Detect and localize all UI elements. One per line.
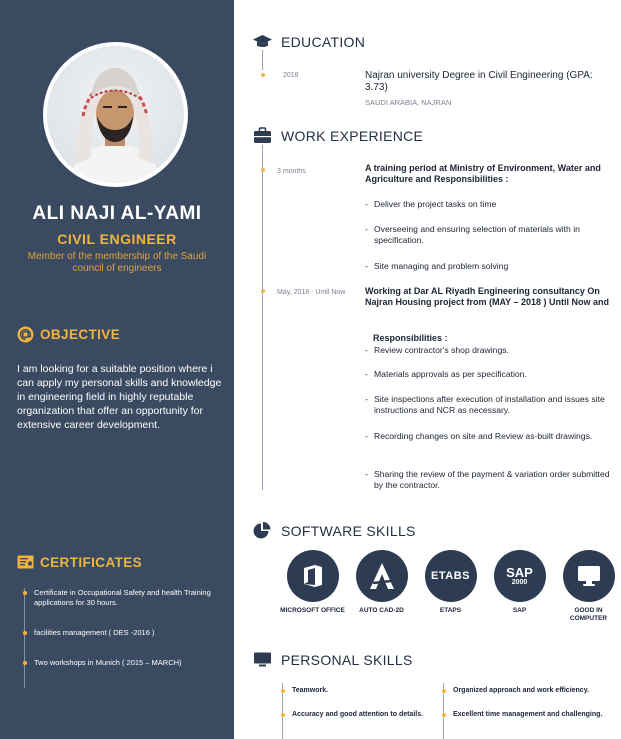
software-heading-label: SOFTWARE SKILLS: [281, 522, 416, 539]
skill-label: GOOD IN COMPUTER: [569, 607, 608, 622]
certificate-item: Certificate in Occupational Safety and health Training applications for 30 hours.: [25, 588, 214, 608]
education-heading: [253, 33, 365, 50]
job-date: May, 2018 - Until Now: [277, 289, 346, 296]
personal-skills-right: [443, 683, 602, 739]
personal-heading-label: PERSONAL SKILLS: [281, 651, 413, 668]
skill-label: ETAPS: [439, 607, 462, 614]
job-title: A training period at Ministry of Environment, Water and Agriculture and Responsibilities :: [365, 163, 601, 184]
personal-skill: Organized approach and work efficiency.: [444, 686, 602, 695]
sidebar: [0, 0, 234, 739]
education-timeline: [262, 50, 263, 70]
profile-role: CIVIL ENGINEER: [57, 231, 177, 247]
job-bullet: - Deliver the project tasks on time: [365, 199, 610, 210]
job-responsibilities-label: Responsibilities :: [373, 333, 448, 343]
job-bullet: - Site inspections after execution of installation and issues site instructions and NCR as necessary.: [365, 394, 610, 416]
profile-membership: Member of the membership of the Saudi council of engineers: [27, 251, 207, 274]
timeline-dot: [261, 168, 265, 172]
education-heading-label: EDUCATION: [281, 33, 366, 50]
job-bullet: - Recording changes on site and Review as-built drawings.: [365, 431, 610, 442]
job-bullet: - Review contractor's shop drawings.: [365, 345, 610, 356]
education-location: SAUDI ARABIA, NAJRAN: [365, 98, 452, 107]
job-title: Working at Dar AL Riyadh Engineering consultancy On Najran Housing project from (MAY – 2018 ) Until Now and: [365, 286, 610, 307]
skill-label: MICROSOFT OFFICE: [280, 607, 345, 614]
certificates-heading: [17, 554, 142, 571]
profile-name: ALI NAJI AL-YAMI: [32, 203, 202, 224]
job-bullet: - Overseeing and ensuring selection of materials with in specification.: [365, 224, 610, 246]
briefcase-icon: [253, 127, 272, 144]
personal-skill: Accuracy and good attention to details.: [283, 710, 423, 719]
certificate-item: facilities management ( DES -2016 ): [25, 628, 214, 638]
job-bullet: - Site managing and problem solving: [365, 261, 610, 272]
objective-heading: [17, 326, 120, 343]
work-timeline: [262, 145, 263, 490]
work-heading-label: WORK EXPERIENCE: [281, 127, 424, 144]
certificate-item: Two workshops in Munich ( 2015 – MARCH): [25, 658, 214, 668]
job-bullet: - Materials approvals as per specification.: [365, 369, 610, 380]
personal-skill: Teamwork.: [283, 686, 423, 695]
skill-sap: [485, 550, 554, 623]
skill-label: AUTO CAD-2D: [359, 607, 404, 614]
at-sign-icon: [17, 326, 34, 343]
pie-chart-icon: [253, 522, 272, 539]
software-skills-row: [278, 550, 621, 623]
software-heading: [253, 522, 416, 539]
personal-skill: Excellent time management and challenging.: [444, 710, 602, 719]
timeline-dot: [261, 73, 265, 77]
education-title: Najran university Degree in Civil Engineering (GPA: 3.73): [365, 70, 593, 93]
sap-icon: SAP 2000: [494, 550, 546, 602]
monitor-icon: [563, 550, 615, 602]
skill-microsoft-office: [278, 550, 347, 623]
work-heading: [253, 127, 423, 144]
avatar: [43, 42, 188, 187]
autocad-icon: [356, 550, 408, 602]
education-date: 2018: [283, 72, 299, 79]
certificate-icon: [17, 554, 34, 571]
job-date: 3 months: [277, 168, 306, 175]
monitor-icon: [253, 651, 272, 668]
objective-text: I am looking for a suitable position where i can apply my personal skills and knowledge in engineering field in highly reputable organization that offer an opportunity for extensive career development.: [17, 363, 222, 431]
skill-autocad: [347, 550, 416, 623]
skill-label: SAP: [512, 607, 527, 614]
job-bullet: - Sharing the review of the payment & variation order submitted by the contractor.: [365, 469, 610, 491]
personal-heading: [253, 651, 413, 668]
timeline-dot: [261, 289, 265, 293]
certificate-list: [24, 588, 214, 688]
personal-skills-left: [282, 683, 423, 739]
skill-etabs: [416, 550, 485, 623]
objective-heading-label: OBJECTIVE: [40, 327, 121, 342]
skill-computer: [554, 550, 621, 623]
certificates-heading-label: CERTIFICATES: [40, 555, 143, 570]
profile-photo: [47, 46, 184, 183]
main-content: [234, 0, 621, 739]
office-icon: [287, 550, 339, 602]
graduation-cap-icon: [253, 33, 272, 50]
etabs-icon: ETABS: [425, 550, 477, 602]
